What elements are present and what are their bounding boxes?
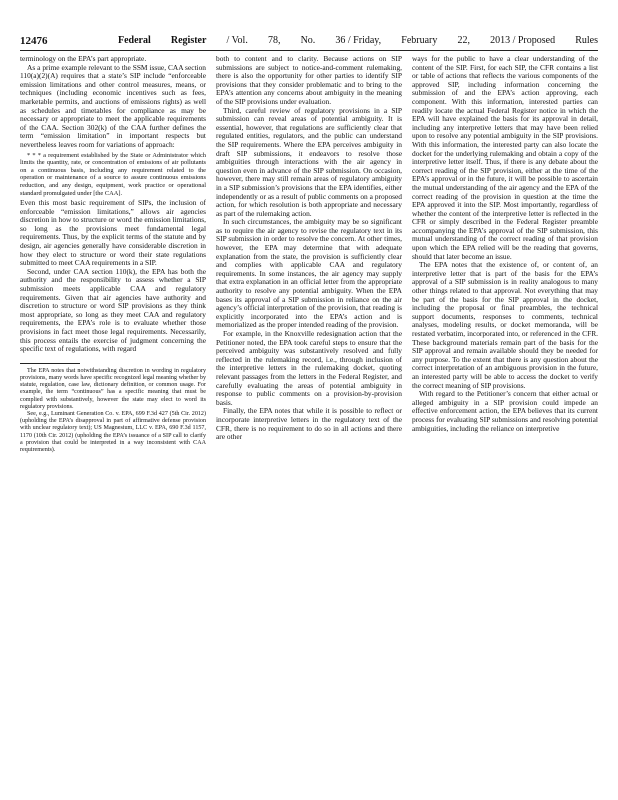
- running-head-part: Rules: [575, 35, 598, 46]
- header-rule: [20, 50, 598, 51]
- column-right: [412, 55, 598, 795]
- paragraph: both to content and to clarity. Because actions on SIP submissions are subject to notice-and-comment rulemaking, there is also the opportunity for other parties to identify SIP provisions that they consider problematic and to bring to the EPA’s attention any concerns about ambiguity in the meaning of the SIP provisions under evaluation.: [216, 55, 402, 106]
- paragraph: In such circumstances, the ambiguity may be so significant as to require the air agency to revise the regulatory text in its SIP submission in order to resolve the concern. At other times, however, the EPA may determine that with adequate explanation from the state, the provision is sufficiently clear and complies with applicable CAA and regulatory requirements. In some instances, the air agency may supply that extra explanation in an official letter from the appropriate authority to resolve any potential ambiguity. When the EPA bases its approval of a SIP submission in reliance on the air agency’s official interpretation of the provision, that reading is explicitly incorporated into the EPA’s action and is memorialized as the proper intended reading of the provision.: [216, 217, 402, 330]
- paragraph: Even this most basic requirement of SIPs, the inclusion of enforceable “emission limitations,” allows air agencies discretion in how to structure or word the emission limitations, so long as the provisions meet fundamental legal requirements. Thus, by the explicit terms of the statute and by design, air agencies generally have considerable discretion in how they elect to structure or word their state regulations submitted to meet CAA requirements in a SIP.: [20, 198, 206, 268]
- footnote: The EPA notes that notwithstanding discretion in wording in regulatory provisions, many words have specific recognized legal meaning whether by statute, regulation, case law, dictionary definition, or common usage. For example, the term “continuous” has a specific meaning that must be complied with substantively, however the state may elect to word its regulatory provisions.: [20, 367, 206, 410]
- running-head-part: 78,: [267, 35, 281, 46]
- paragraph: terminology on the EPA’s part appropriate.: [20, 55, 147, 63]
- footnote-rule: [20, 363, 80, 364]
- statutory-quote: * * * a requirement established by the State or Administrator which limits the quantity, rate, or concentration of emissions of air pollutants on a continuous basis, including any requirement related to the operation or maintenance of a source to assure continuous emissions reduction, and any design, equipment, work practice or operational standard promulgated under [the CAA].: [20, 151, 206, 197]
- running-head-part: 22,: [457, 35, 470, 46]
- page-number: 12476: [20, 35, 48, 47]
- paragraph: Second, under CAA section 110(k), the EPA has both the authority and the responsibility to assess whether a SIP submission meets applicable CAA and regulatory requirements. Given that air agencies have authority and discretion to structure or word SIP provisions as they think most appropriate, so long as they meet CAA and regulatory requirements, the EPA’s role is to evaluate whether those provisions in fact meet those legal requirements. Necessarily, this process entails the exercise of judgment concerning the specific text of regulations, with regard: [20, 266, 206, 354]
- running-head-part: Register: [170, 35, 207, 46]
- paragraph: ways for the public to have a clear understanding of the content of the SIP. First, for each SIP, the CFR contains a list or table of actions that reflects the various components of the approved SIP, including information concerning the submission of and the EPA’s action approving, each component. With this information, interested parties can readily locate the actual Federal Register notice in which the EPA will have explained the basis for its approval in detail, including any interpretive letters that may have been relied upon to resolve any potential ambiguity in the SIP provisions. With this information, the interested party can also locate the docket for the underlying rulemaking and obtain a copy of the interpretive letter itself. Thus, if there is any debate about the correct reading of the SIP provision, either at the time of the EPA’s approval or in the future, it will be possible to ascertain the mutual understanding of the air agency and the EPA of the correct reading of the provision in question at the time the EPA approved it into the SIP. Most importantly, regardless of whether the content of the interpretive letter is reflected in the CFR or simply described in the Federal Register preamble accompanying the EPA’s approval of the SIP submission, this mutual understanding of the correct reading of that provision upon which the EPA relied will be the reading that governs, should that later become an issue.: [412, 55, 598, 261]
- paragraph: With regard to the Petitioner’s concern that either actual or alleged ambiguity in a SIP provision could impede an effective enforcement action, the EPA believes that its current process for evaluating SIP submissions and resolving potential ambiguities, including the reliance on interpretive: [412, 389, 598, 433]
- running-head-part: / Vol.: [226, 35, 248, 46]
- running-head-part: 2013 / Proposed: [490, 35, 556, 46]
- paragraph: Third, careful review of regulatory provisions in a SIP submission can reveal areas of potential ambiguity. It is essential, however, that regulations are sufficiently clear that regulated entities, regulators, and the public can understand the SIP requirements. Where the EPA perceives ambiguity in draft SIP submissions, it endeavors to resolve those ambiguities through interactions with the air agency in question even in advance of the SIP submission. On occasion, however, there may still remain areas of regulatory ambiguity in a SIP submission’s provisions that the EPA identifies, either independently or as a result of public comments on a proposed action, for which resolution is both appropriate and necessary as part of the rulemaking action.: [216, 105, 402, 218]
- page-header: [20, 34, 598, 48]
- footnote: See, e.g., Luminant Generation Co. v. EPA, 699 F.3d 427 (5th Cir. 2012) (upholding the EPA’s disapproval in part of affirmative defense provision with unclear regulatory text); US Magnesium, LLC v. EPA, 690 F.3d 1157, 1170 (10th Cir. 2012) (upholding the EPA’s issuance of a SIP call to clarify a provision that could be interpreted in a way inconsistent with CAA requirements).: [20, 411, 206, 454]
- running-head-part: Federal: [118, 35, 151, 46]
- paragraph: As a prime example relevant to the SSM issue, CAA section 110(a)(2)(A) requires that a state’s SIP include “enforceable emission limitations and other control measures, means, or techniques (including economic incentives such as fees, marketable permits, and auctions of emissions rights) as well as schedules and timetables for compliance as may be necessary or appropriate to meet the applicable requirements of the CAA. Section 302(k) of the CAA further defines the term “emission limitation” in important respects but nevertheless leaves room for variations of approach:: [20, 62, 206, 149]
- paragraph: For example, in the Knoxville redesignation action that the Petitioner noted, the EPA took careful steps to ensure that the perceived ambiguity was substantively resolved and fully reflected in the rulemaking record, i.e., through inclusion of the interpretive letters in the rulemaking docket, quoting relevant passages from the letters in the Federal Register, and carefully evaluating the areas of potential ambiguity in response to public comments on a provision-by-provision basis.: [216, 329, 402, 407]
- paragraph: The EPA notes that the existence of, or content of, an interpretive letter that is part of the basis for the EPA’s approval of a SIP submission is in reality analogous to many other things related to that approval. Not everything that may be part of the basis for the SIP approval in the docket, including the proposal or final preambles, the technical support documents, responses to comments, technical analyses, modeling results, or docket memoranda, will be restated verbatim, incorporated into, or referenced in the CFR. These background materials remain part of the basis for the SIP approval and remain available should they be needed for any purpose. To the extent that there is any question about the correct interpretation of an ambiguous provision in the future, an interested party will be able to access the docket to verify the correct meaning of SIP provisions.: [412, 260, 598, 390]
- running-head: [118, 34, 598, 48]
- running-head-part: No.: [300, 35, 316, 46]
- paragraph: Finally, the EPA notes that while it is possible to reflect or incorporate interpretive letters in the regulatory text of the CFR, there is no requirement to do so in all actions and there are other: [216, 406, 402, 442]
- column-middle: [216, 55, 402, 795]
- running-head-part: February: [401, 35, 438, 46]
- running-head-part: 36 / Friday,: [335, 35, 382, 46]
- column-left: [20, 55, 206, 795]
